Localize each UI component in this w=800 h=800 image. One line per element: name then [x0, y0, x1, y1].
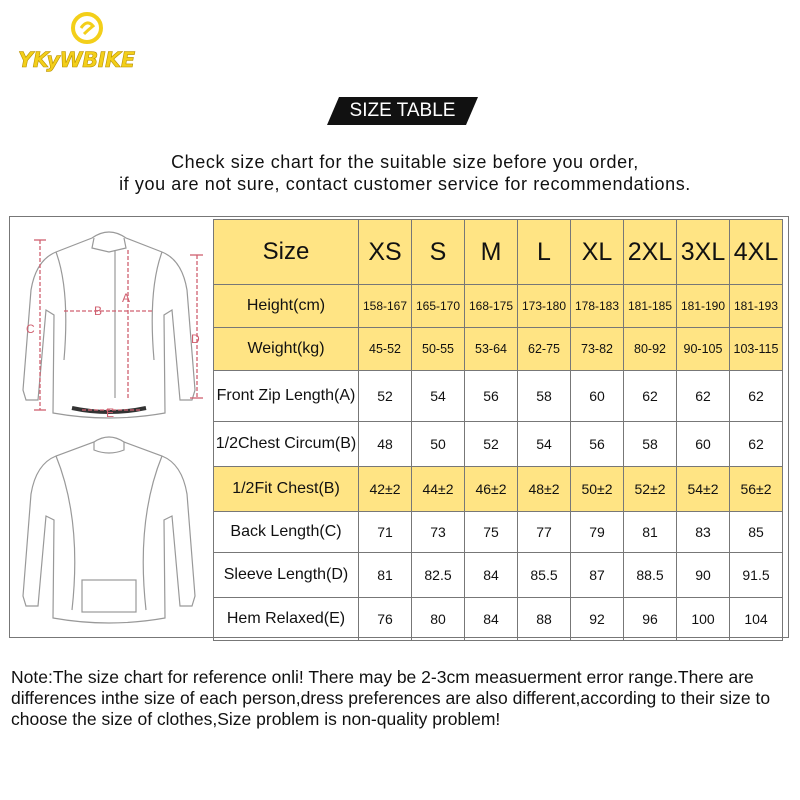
- table-cell: 165-170: [412, 285, 465, 328]
- table-cell: 46±2: [465, 467, 518, 512]
- brand-logo: [18, 8, 158, 78]
- diagram-label-c: C: [26, 322, 35, 336]
- header-label: Size: [214, 220, 359, 285]
- table-cell: 45-52: [359, 328, 412, 371]
- table-row: [214, 328, 783, 371]
- table-cell: 88: [518, 598, 571, 641]
- table-cell: 96: [624, 598, 677, 641]
- table-cell: 42±2: [359, 467, 412, 512]
- table-cell: 80: [412, 598, 465, 641]
- table-cell: 62: [624, 371, 677, 422]
- table-row: [214, 512, 783, 553]
- table-cell: 168-175: [465, 285, 518, 328]
- table-cell: 54: [518, 422, 571, 467]
- table-cell: 90-105: [677, 328, 730, 371]
- table-cell: 62: [677, 371, 730, 422]
- table-cell: 178-183: [571, 285, 624, 328]
- table-cell: 79: [571, 512, 624, 553]
- table-row: [214, 598, 783, 641]
- size-xl-header: XL: [571, 220, 624, 285]
- table-row: [214, 553, 783, 598]
- row-label: Back Length(C): [214, 512, 359, 553]
- table-cell: 91.5: [730, 553, 783, 598]
- table-cell: 83: [677, 512, 730, 553]
- size-2xl-header: 2XL: [624, 220, 677, 285]
- size-3xl-header: 3XL: [677, 220, 730, 285]
- table-cell: 48: [359, 422, 412, 467]
- diagram-label-b: B: [94, 304, 103, 318]
- row-label: 1/2Fit Chest(B): [214, 467, 359, 512]
- table-cell: 58: [518, 371, 571, 422]
- table-cell: 52±2: [624, 467, 677, 512]
- table-cell: 56: [571, 422, 624, 467]
- disclaimer-note: Note:The size chart for reference onli! There may be 2-3cm measuerment error range.There are differences inthe size of each person,dress preferences are also different,according to their size to choose the size of clothes,Size problem is non-quality problem!: [11, 667, 771, 729]
- row-label: Weight(kg): [214, 328, 359, 371]
- table-cell: 73-82: [571, 328, 624, 371]
- table-cell: 82.5: [412, 553, 465, 598]
- jacket-diagram: [12, 220, 207, 634]
- table-row: [214, 467, 783, 512]
- table-cell: 50-55: [412, 328, 465, 371]
- size-m-header: M: [465, 220, 518, 285]
- size-header-row: [214, 220, 783, 285]
- row-label: Hem Relaxed(E): [214, 598, 359, 641]
- table-cell: 53-64: [465, 328, 518, 371]
- table-cell: 50±2: [571, 467, 624, 512]
- table-row: [214, 285, 783, 328]
- table-cell: 62: [730, 371, 783, 422]
- table-cell: 103-115: [730, 328, 783, 371]
- row-label: 1/2Chest Circum(B): [214, 422, 359, 467]
- diagram-label-d: D: [191, 332, 200, 346]
- table-cell: 85.5: [518, 553, 571, 598]
- diagram-label-a: A: [122, 291, 131, 305]
- table-cell: 181-185: [624, 285, 677, 328]
- table-cell: 62-75: [518, 328, 571, 371]
- size-s-header: S: [412, 220, 465, 285]
- table-cell: 77: [518, 512, 571, 553]
- brand-name: YKyWBIKE: [18, 48, 135, 72]
- table-cell: 71: [359, 512, 412, 553]
- diagram-label-e: E: [106, 406, 115, 420]
- table-cell: 181-190: [677, 285, 730, 328]
- size-xs-header: XS: [359, 220, 412, 285]
- table-cell: 90: [677, 553, 730, 598]
- intro-line-1: Check size chart for the suitable size before you order,: [171, 152, 639, 172]
- row-label: Height(cm): [214, 285, 359, 328]
- table-cell: 100: [677, 598, 730, 641]
- table-row: [214, 371, 783, 422]
- table-cell: 85: [730, 512, 783, 553]
- row-label: Front Zip Length(A): [214, 371, 359, 422]
- table-cell: 87: [571, 553, 624, 598]
- table-cell: 62: [730, 422, 783, 467]
- table-cell: 84: [465, 598, 518, 641]
- table-cell: 50: [412, 422, 465, 467]
- table-cell: 56: [465, 371, 518, 422]
- table-cell: 181-193: [730, 285, 783, 328]
- size-table-banner: [327, 97, 478, 125]
- table-cell: 76: [359, 598, 412, 641]
- table-cell: 60: [677, 422, 730, 467]
- table-cell: 52: [465, 422, 518, 467]
- intro-line-2: if you are not sure, contact customer service for recommendations.: [119, 174, 691, 194]
- table-cell: 173-180: [518, 285, 571, 328]
- size-l-header: L: [518, 220, 571, 285]
- table-cell: 75: [465, 512, 518, 553]
- table-cell: 88.5: [624, 553, 677, 598]
- table-cell: 54: [412, 371, 465, 422]
- banner-title: SIZE TABLE: [349, 100, 456, 121]
- bicycle-logo-icon: [71, 12, 103, 44]
- row-label: Sleeve Length(D): [214, 553, 359, 598]
- table-cell: 54±2: [677, 467, 730, 512]
- table-cell: 73: [412, 512, 465, 553]
- table-cell: 52: [359, 371, 412, 422]
- size-table: [213, 219, 783, 641]
- table-cell: 56±2: [730, 467, 783, 512]
- table-cell: 48±2: [518, 467, 571, 512]
- table-cell: 84: [465, 553, 518, 598]
- table-cell: 81: [624, 512, 677, 553]
- size-4xl-header: 4XL: [730, 220, 783, 285]
- table-cell: 104: [730, 598, 783, 641]
- table-cell: 58: [624, 422, 677, 467]
- table-cell: 92: [571, 598, 624, 641]
- table-cell: 44±2: [412, 467, 465, 512]
- table-cell: 158-167: [359, 285, 412, 328]
- table-cell: 60: [571, 371, 624, 422]
- table-row: [214, 422, 783, 467]
- table-cell: 80-92: [624, 328, 677, 371]
- table-cell: 81: [359, 553, 412, 598]
